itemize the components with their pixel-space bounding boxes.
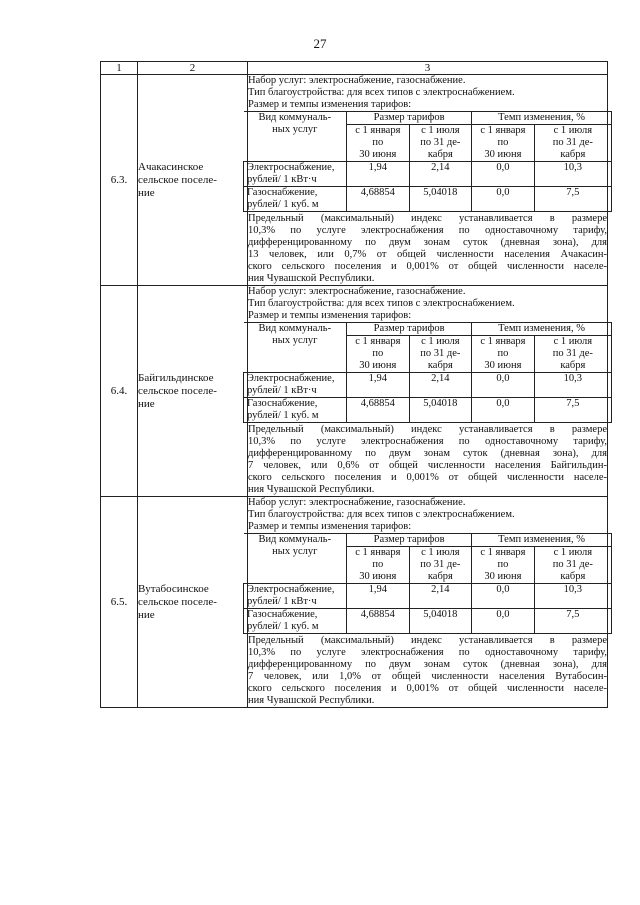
- text-line: Электроснабжение,: [247, 162, 335, 173]
- text-line: Размер и темпы изменения тарифов:: [248, 99, 412, 110]
- text-line: Набор услуг: электроснабжение, газоснабжение.: [248, 286, 466, 297]
- tariff-size-header: Размер тарифов: [347, 112, 472, 125]
- text-line: ние: [138, 186, 155, 199]
- tempo-header: Темп изменения, %: [472, 534, 612, 547]
- intro-block: [248, 497, 607, 533]
- note-line: 13 человек, или 0,7% от общей численности населения Ачакасин-: [248, 249, 607, 260]
- text-line: по 31 де-: [552, 348, 593, 359]
- tariff-h2: 5,04018: [409, 398, 472, 423]
- text-line: Тип благоустройства: для всех типов с электроснабжением.: [248, 298, 515, 309]
- note-line: ния Чувашской Республики.: [248, 484, 375, 495]
- text-line: с 1 июля: [553, 336, 593, 347]
- text-line: 30 июня: [484, 149, 522, 160]
- text-line: по: [372, 348, 384, 359]
- tariff-h1: 4,68854: [347, 398, 410, 423]
- service-label: [244, 398, 347, 423]
- period-header: [409, 336, 472, 373]
- note-line: ния Чувашской Республики.: [248, 273, 375, 284]
- intro-block: [248, 286, 607, 322]
- period-header: [409, 125, 472, 162]
- text-line: кабря: [427, 571, 453, 582]
- table-header-row: [101, 62, 608, 75]
- text-line: 30 июня: [359, 571, 397, 582]
- text-line: кабря: [560, 571, 586, 582]
- service-type-header: [244, 323, 347, 373]
- tariff-h2: 2,14: [409, 584, 472, 609]
- tempo-h2: 7,5: [534, 398, 611, 423]
- tempo-header: Темп изменения, %: [472, 112, 612, 125]
- period-header: [534, 547, 611, 584]
- period-header: [472, 547, 535, 584]
- tariff-h1: 4,68854: [347, 187, 410, 212]
- service-row: [244, 162, 612, 187]
- tempo-h2: 10,3: [534, 162, 611, 187]
- text-line: сельское поселе-: [138, 595, 217, 608]
- tempo-header: Темп изменения, %: [472, 323, 612, 336]
- page-number: 27: [313, 36, 327, 51]
- service-row: [244, 187, 612, 212]
- tariff-size-header: Размер тарифов: [347, 534, 472, 547]
- subtable-header-row: [244, 323, 612, 336]
- tempo-h1: 0,0: [472, 162, 535, 187]
- limit-index-note: [248, 213, 607, 285]
- text-line: с 1 января: [480, 336, 526, 347]
- row-number: 6.5.: [101, 497, 138, 708]
- period-header: [534, 336, 611, 373]
- text-line: по: [497, 559, 509, 570]
- tempo-h1: 0,0: [472, 398, 535, 423]
- text-line: кабря: [427, 149, 453, 160]
- service-label: [244, 584, 347, 609]
- text-line: кабря: [427, 360, 453, 371]
- text-line: с 1 июля: [421, 547, 460, 558]
- service-label: [244, 162, 347, 187]
- text-line: по: [497, 348, 509, 359]
- note-line: 10,3% по услуге электроснабжения по одноставочному тарифу,: [248, 225, 607, 236]
- service-label: [244, 373, 347, 398]
- tempo-h2: 10,3: [534, 584, 611, 609]
- text-line: 30 июня: [359, 149, 397, 160]
- text-line: Размер и темпы изменения тарифов:: [248, 521, 412, 532]
- text-line: Размер и темпы изменения тарифов:: [248, 310, 412, 321]
- text-line: по: [372, 137, 384, 148]
- tariff-h2: 2,14: [409, 162, 472, 187]
- service-type-header: [244, 534, 347, 584]
- settlement-details: [248, 286, 608, 497]
- text-line: с 1 июля: [421, 336, 460, 347]
- text-line: 30 июня: [484, 360, 522, 371]
- limit-index-note: [248, 424, 607, 496]
- note-line: Предельный (максимальный) индекс устанавливается в размере: [248, 424, 607, 435]
- tariff-h1: 1,94: [347, 373, 410, 398]
- period-header: [347, 125, 410, 162]
- text-line: Ачакасинское: [138, 160, 204, 173]
- tempo-h1: 0,0: [472, 584, 535, 609]
- text-line: сельское поселе-: [138, 384, 217, 397]
- period-header: [409, 547, 472, 584]
- tariff-h2: 2,14: [409, 373, 472, 398]
- text-line: рублей/ 1 кВт·ч: [247, 596, 317, 607]
- text-line: Газоснабжение,: [247, 398, 318, 409]
- text-line: с 1 января: [480, 125, 526, 136]
- note-line: ния Чувашской Республики.: [248, 695, 375, 706]
- tariff-size-header: Размер тарифов: [347, 323, 472, 336]
- period-header: [347, 336, 410, 373]
- settlement-details: [248, 75, 608, 286]
- text-line: рублей/ 1 кВт·ч: [247, 385, 317, 396]
- note-line: ского сельского поселения и 0,001% от общей численности населе-: [248, 472, 607, 483]
- tariff-h1: 4,68854: [347, 609, 410, 634]
- note-line: 10,3% по услуге электроснабжения по одноставочному тарифу,: [248, 647, 607, 658]
- note-line: Предельный (максимальный) индекс устанавливается в размере: [248, 213, 607, 224]
- text-line: рублей/ 1 куб. м: [247, 410, 319, 421]
- text-line: Вид коммуналь-: [258, 534, 332, 545]
- service-row: [244, 398, 612, 423]
- note-line: 7 человек, или 1,0% от общей численности населения Вутабосин-: [248, 671, 607, 682]
- note-line: ского сельского поселения и 0,001% от общей численности населе-: [248, 261, 607, 272]
- text-line: кабря: [560, 360, 586, 371]
- subtable-header-row: [244, 534, 612, 547]
- settlement-details: [248, 497, 608, 708]
- period-header: [347, 547, 410, 584]
- row-number: 6.4.: [101, 286, 138, 497]
- tariff-subtable: [243, 322, 612, 423]
- text-line: Тип благоустройства: для всех типов с электроснабжением.: [248, 87, 515, 98]
- text-line: по 31 де-: [420, 348, 461, 359]
- header-col-2: 2: [138, 62, 248, 75]
- settlement-name: [138, 75, 248, 286]
- settlement-row: [101, 75, 608, 286]
- settlement-name: [138, 286, 248, 497]
- tempo-h1: 0,0: [472, 373, 535, 398]
- service-label: [244, 609, 347, 634]
- text-line: по 31 де-: [420, 559, 461, 570]
- service-row: [244, 584, 612, 609]
- text-line: с 1 июля: [421, 125, 460, 136]
- tariff-h2: 5,04018: [409, 609, 472, 634]
- header-col-3: 3: [248, 62, 608, 75]
- text-line: Газоснабжение,: [247, 609, 318, 620]
- header-col-1: 1: [101, 62, 138, 75]
- note-line: ского сельского поселения и 0,001% от общей численности населе-: [248, 683, 607, 694]
- text-line: Набор услуг: электроснабжение, газоснабжение.: [248, 497, 466, 508]
- tempo-h2: 7,5: [534, 187, 611, 212]
- text-line: по: [372, 559, 384, 570]
- tempo-h1: 0,0: [472, 187, 535, 212]
- text-line: с 1 января: [355, 547, 401, 558]
- service-row: [244, 373, 612, 398]
- text-line: по 31 де-: [420, 137, 461, 148]
- text-line: Вид коммуналь-: [258, 112, 332, 123]
- tempo-h2: 7,5: [534, 609, 611, 634]
- note-line: 7 человек, или 0,6% от общей численности населения Байгильдин-: [248, 460, 607, 471]
- text-line: с 1 июля: [553, 125, 593, 136]
- text-line: ных услуг: [272, 124, 318, 135]
- note-line: 10,3% по услуге электроснабжения по одноставочному тарифу,: [248, 436, 607, 447]
- note-line: дифференцированному по двум зонам суток (дневная зона), для: [248, 237, 607, 248]
- tariff-h2: 5,04018: [409, 187, 472, 212]
- text-line: кабря: [560, 149, 586, 160]
- subtable-header-row: [244, 112, 612, 125]
- text-line: с 1 июля: [553, 547, 593, 558]
- note-line: Предельный (максимальный) индекс устанавливается в размере: [248, 635, 607, 646]
- text-line: Набор услуг: электроснабжение, газоснабжение.: [248, 75, 466, 86]
- text-line: ние: [138, 397, 155, 410]
- text-line: по 31 де-: [552, 559, 593, 570]
- settlement-row: [101, 286, 608, 497]
- tempo-h2: 10,3: [534, 373, 611, 398]
- intro-block: [248, 75, 607, 111]
- service-label: [244, 187, 347, 212]
- text-line: ных услуг: [272, 546, 318, 557]
- text-line: рублей/ 1 кВт·ч: [247, 174, 317, 185]
- text-line: 30 июня: [484, 571, 522, 582]
- text-line: ных услуг: [272, 335, 318, 346]
- text-line: 30 июня: [359, 360, 397, 371]
- note-line: дифференцированному по двум зонам суток (дневная зона), для: [248, 448, 607, 459]
- text-line: с 1 января: [480, 547, 526, 558]
- text-line: рублей/ 1 куб. м: [247, 621, 319, 632]
- text-line: ние: [138, 608, 155, 621]
- text-line: Тип благоустройства: для всех типов с электроснабжением.: [248, 509, 515, 520]
- settlement-row: [101, 497, 608, 708]
- text-line: с 1 января: [355, 125, 401, 136]
- period-header: [472, 125, 535, 162]
- text-line: Электроснабжение,: [247, 584, 335, 595]
- row-number: 6.3.: [101, 75, 138, 286]
- service-row: [244, 609, 612, 634]
- text-line: с 1 января: [355, 336, 401, 347]
- text-line: Байгильдинское: [138, 371, 214, 384]
- tariff-subtable: [243, 111, 612, 212]
- text-line: Газоснабжение,: [247, 187, 318, 198]
- text-line: Электроснабжение,: [247, 373, 335, 384]
- service-type-header: [244, 112, 347, 162]
- tempo-h1: 0,0: [472, 609, 535, 634]
- tariff-h1: 1,94: [347, 584, 410, 609]
- period-header: [534, 125, 611, 162]
- text-line: рублей/ 1 куб. м: [247, 199, 319, 210]
- text-line: по 31 де-: [552, 137, 593, 148]
- period-header: [472, 336, 535, 373]
- text-line: по: [497, 137, 509, 148]
- note-line: дифференцированному по двум зонам суток (дневная зона), для: [248, 659, 607, 670]
- settlement-name: [138, 497, 248, 708]
- text-line: сельское поселе-: [138, 173, 217, 186]
- limit-index-note: [248, 635, 607, 707]
- text-line: Вутабосинское: [138, 582, 209, 595]
- tariff-subtable: [243, 533, 612, 634]
- tariff-h1: 1,94: [347, 162, 410, 187]
- tariff-table: [100, 61, 608, 708]
- text-line: Вид коммуналь-: [258, 323, 332, 334]
